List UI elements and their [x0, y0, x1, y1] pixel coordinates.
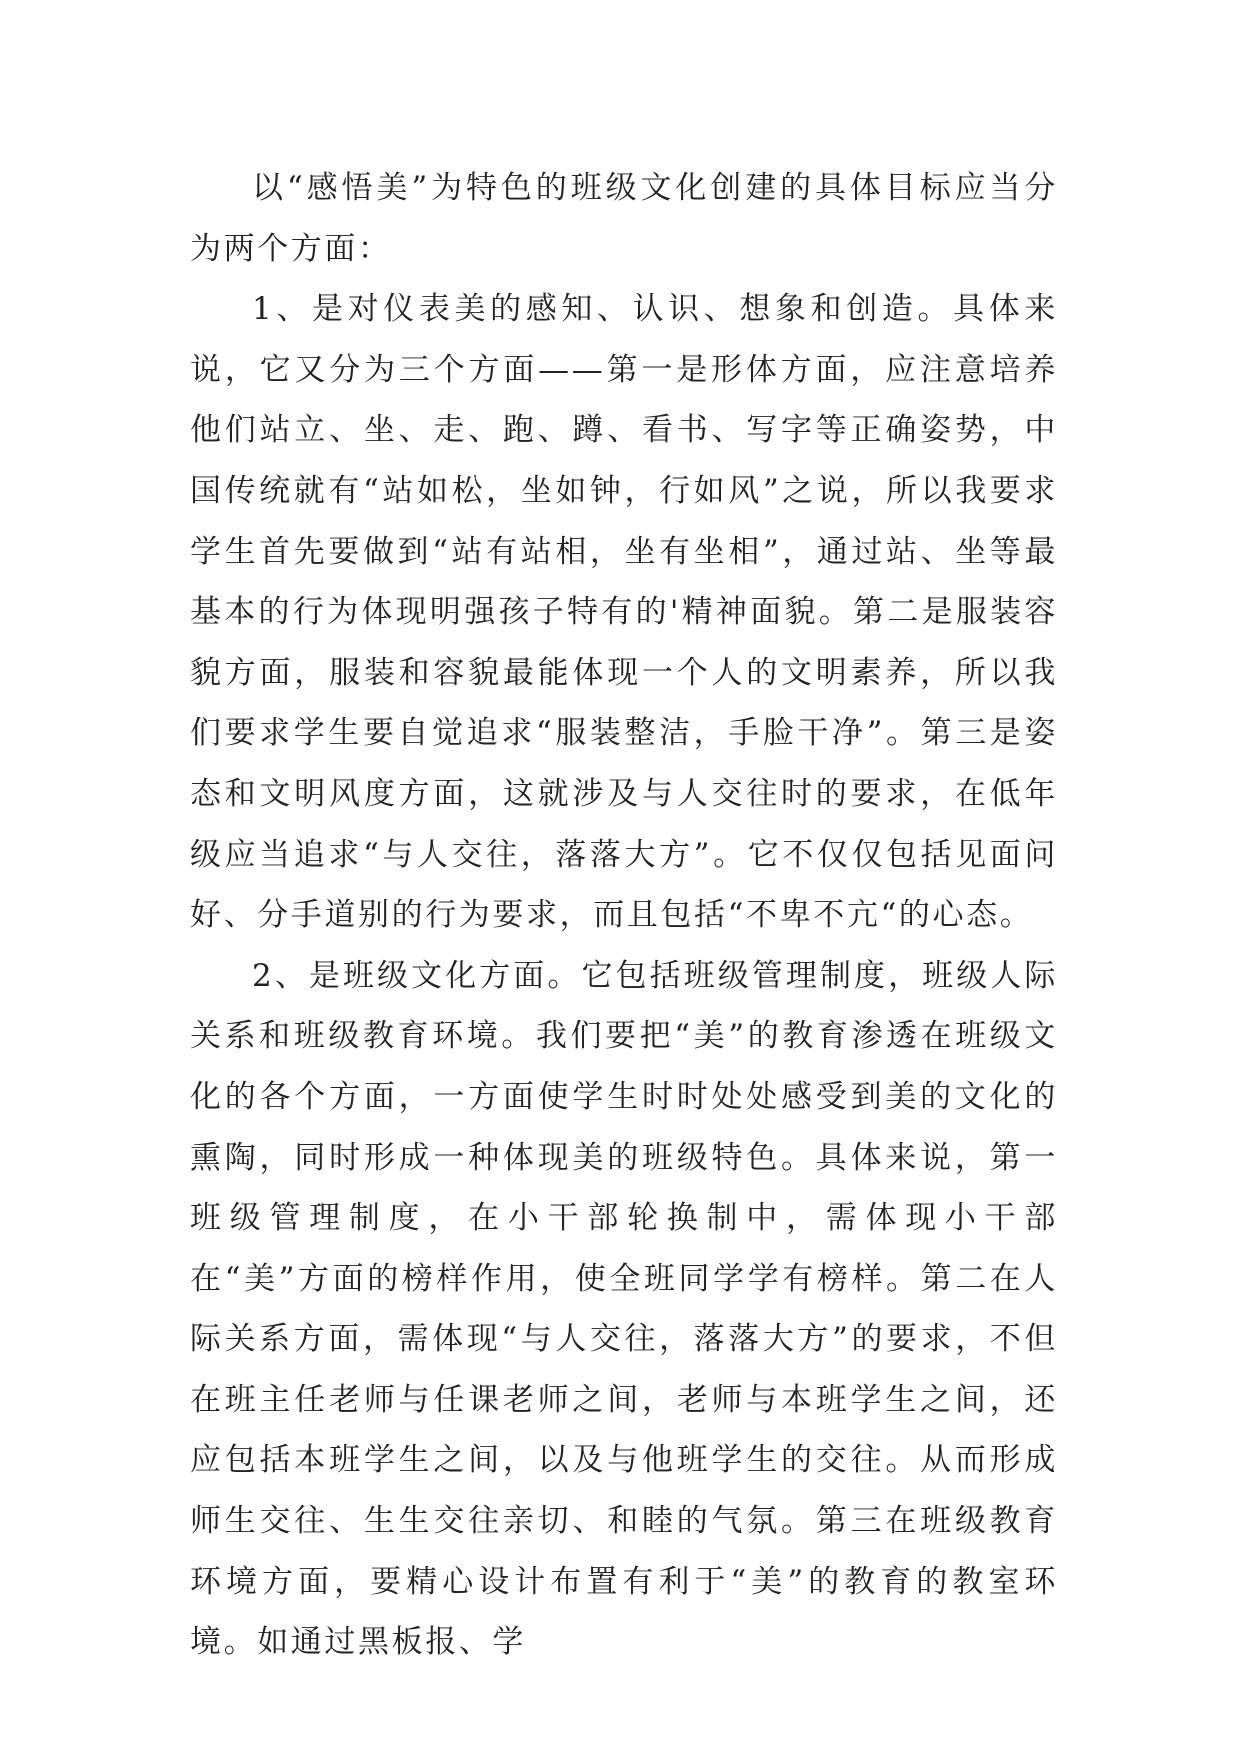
document-body — [190, 158, 1058, 1673]
paragraph-intro: 以“感悟美”为特色的班级文化创建的具体目标应当分为两个方面： — [190, 170, 1058, 267]
paragraph-appearance-beauty: 1、是对仪表美的感知、认识、想象和创造。具体来说，它又分为三个方面——第一是形体方面，应注意培养他们站立、坐、走、跑、蹲、看书、写字等正确姿势，中国传统就有“站如松，坐如钟，行如风”之说，所以我要求学生首先要做到“站有站相，坐有坐相”，通过站、坐等最基本的行为体现明强孩子特有的'精神面貌。第二是服装容貌方面，服装和容貌最能体现一个人的文明素养，所以我们要求学生要自觉追求“服装整洁，手脸干净”。第三是姿态和文明风度方面，这就涉及与人交往时的要求，在低年级应当追求“与人交往，落落大方”。它不仅仅包括见面问好、分手道别的行为要求，而且包括“不卑不亢“的心态。 — [190, 291, 1058, 934]
paragraph-class-culture: 2、是班级文化方面。它包括班级管理制度，班级人际关系和班级教育环境。我们要把“美”的教育渗透在班级文化的各个方面，一方面使学生时时处处感受到美的文化的熏陶，同时形成一种体现美的班级特色。具体来说，第一班级管理制度，在小干部轮换制中，需体现小干部在“美”方面的榜样作用，使全班同学学有榜样。第二在人际关系方面，需体现“与人交往，落落大方”的要求，不但在班主任老师与任课老师之间，老师与本班学生之间，还应包括本班学生之间，以及与他班学生的交往。从而形成师生交往、生生交往亲切、和睦的气氛。第三在班级教育环境方面，要精心设计布置有利于“美”的教育的教室环境。如通过黑板报、学 — [190, 957, 1058, 1661]
